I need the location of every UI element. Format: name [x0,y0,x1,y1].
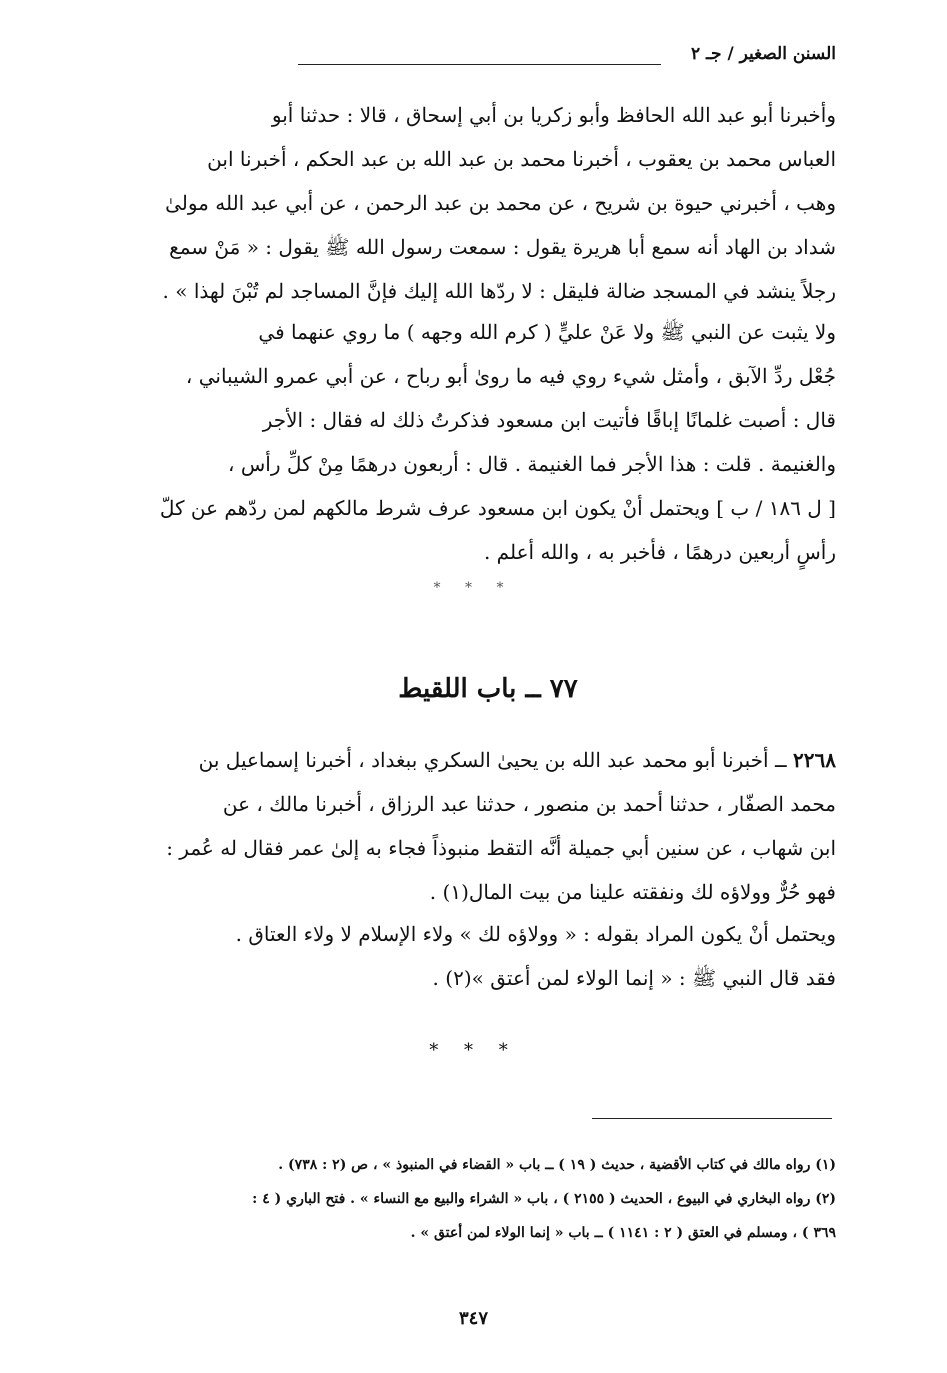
running-title: السنن الصغير / جـ ٢ [690,44,836,64]
paragraph-line: وهب ، أخبرني حيوة بن شريح ، عن محمد بن عبد الرحمن ، عن أبي عبد الله مولىٰ [165,191,836,215]
section-title: ٧٧ ــ باب اللقيط [398,674,578,704]
paragraph-line: جُعْل ردِّ الآبق ، وأمثل شيء روي فيه ما روىٰ أبو رباح ، عن أبي عمرو الشيباني ، [185,364,836,388]
hadith-line: ابن شهاب ، عن سنين أبي جميلة أنَّه التقط منبوذاً فجاء به إلىٰ عمر فقال له عُمر : [166,836,836,860]
paragraph-line: قال : أصبت غلمانًا إباقًا فأتيت ابن مسعود فذكرتُ ذلك له فقال : الأجر [262,408,836,432]
paragraph-line: ولا يثبت عن النبي ﷺ ولا عَنْ عليٍّ ( كرم الله وجهه ) ما روي عنهما في [258,320,836,344]
paragraph-line: فقد قال النبي ﷺ : « إنما الولاء لمن أعتق »(٢) . [432,966,836,990]
paragraph-line: رجلاً ينشد في المسجد ضالة فليقل : لا ردّها الله إليك فإنَّ المساجد لم تُبْنَ لهذا » . [162,279,836,303]
paragraph-line: العباس محمد بن يعقوب ، أخبرنا محمد بن عبد الله بن عبد الحكم ، أخبرنا ابن [207,147,836,171]
hadith-paragraph [140,738,836,914]
separator-asterisks: * * * [433,580,514,596]
paragraph-line: وأخبرنا أبو عبد الله الحافظ وأبو زكريا بن أبي إسحاق ، قالا : حدثنا أبو [271,103,836,127]
paragraph-1 [140,93,836,313]
paragraph-line: والغنيمة . قلت : هذا الأجر فما الغنيمة . قال : أربعون درهمًا مِنْ كلِّ رأس ، [228,452,836,476]
hadith-number: ٢٢٦٨ [793,748,836,772]
paragraph-2 [140,310,836,574]
header-rule [298,64,661,65]
paragraph-line: [ ل ١٨٦ / ب ] ويحتمل أنْ يكون ابن مسعود عرف شرط مالكهم لمن ردّهم عن كلّ [159,496,836,520]
hadith-line: ــ أخبرنا أبو محمد عبد الله بن يحيىٰ السكري ببغداد ، أخبرنا إسماعيل بن [198,748,787,772]
footnote-line: ٣٦٩ ) ، ومسلم في العتق ( ٢ : ١١٤١ ) ــ باب « إنما الولاء لمن أعتق » . [410,1225,836,1241]
page-number: ٣٤٧ [458,1308,488,1329]
footnote-line: (١) رواه مالك في كتاب الأقضية ، حديث ( ١٩ ) ــ باب « القضاء في المنبوذ » ، ص (٢ : ٧٣٨) . [278,1157,836,1173]
page-header [140,44,836,74]
paragraph-line: رأسٍ أربعين درهمًا ، فأخبر به ، والله أعلم . [483,540,836,564]
hadith-line: محمد الصفّار ، حدثنا أحمد بن منصور ، حدثنا عبد الرزاق ، أخبرنا مالك ، عن [222,792,836,816]
paragraph-line: شداد بن الهاد أنه سمع أبا هريرة يقول : سمعت رسول الله ﷺ يقول : « مَنْ سمع [169,235,836,259]
separator-asterisks: * * * [429,1040,518,1061]
paragraph-3 [140,912,836,1000]
hadith-first-line [140,738,836,782]
hadith-line: فهو حُرٌّ وولاؤه لك ونفقته علينا من بيت المال(١) . [429,880,836,904]
footnote-line: (٢) رواه البخاري في البيوع ، الحديث ( ٢١٥٥ ) ، باب « الشراء والبيع مع النساء » . فتح الباري ( ٤ : [252,1191,836,1207]
paragraph-line: ويحتمل أنْ يكون المراد بقوله : « وولاؤه لك » ولاء الإسلام لا ولاء العتاق . [235,922,836,946]
footnotes [140,1148,836,1250]
footnote-rule [592,1118,832,1119]
